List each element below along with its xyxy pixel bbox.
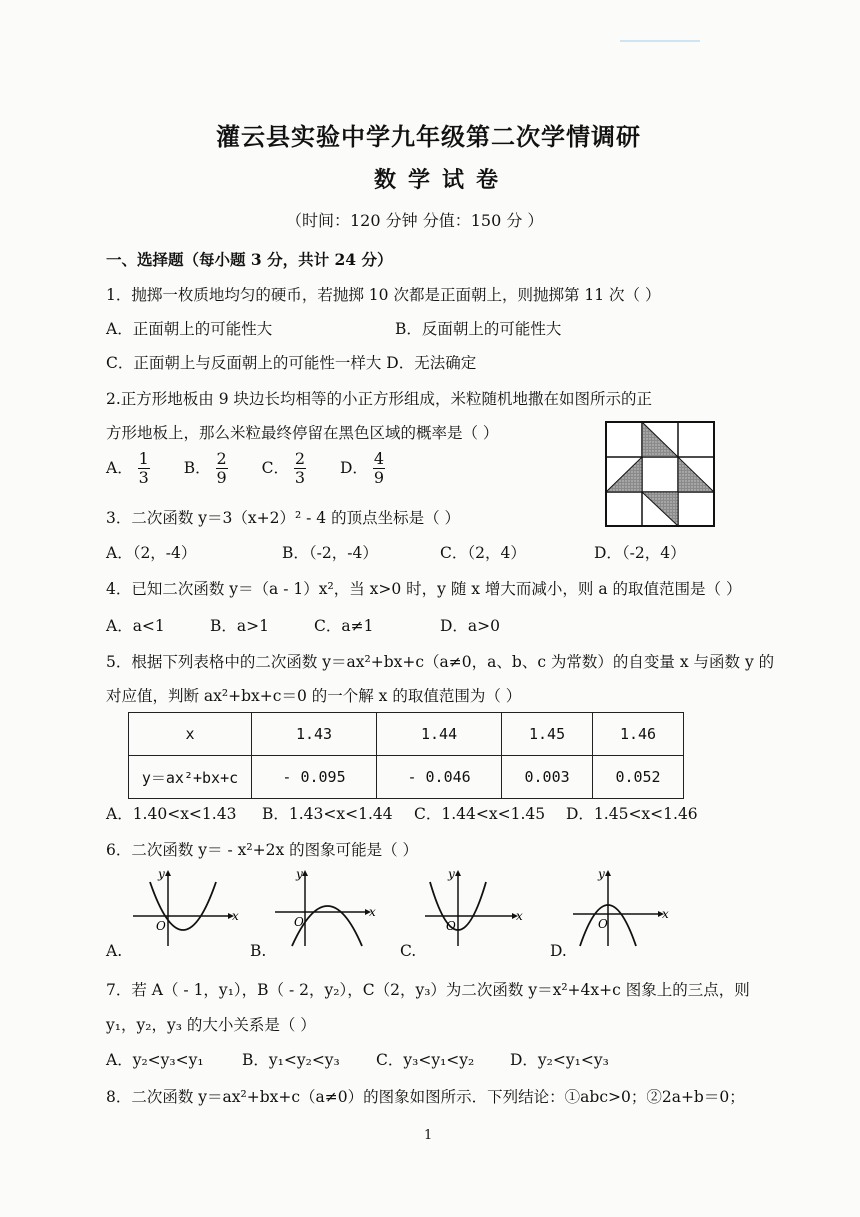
q2-d-fraction [373, 450, 385, 488]
q6-label-c: C. [400, 942, 417, 960]
q4-option-d: D．a>0 [440, 617, 501, 635]
q2-stem-line1: 2.正方形地板由 9 块边长均相等的小正方形组成，米粒随机地撒在如图所示的正 [106, 390, 653, 408]
q2-a-label: A． [106, 458, 133, 477]
q2-d-den: 9 [373, 468, 385, 488]
q2-b-fraction [216, 450, 228, 488]
table-cell: 1.46 [593, 713, 684, 756]
q6-graph-a [128, 868, 238, 948]
q3-stem: 3．二次函数 y＝3（x+2）² - 4 的顶点坐标是（ ） [106, 509, 461, 527]
q5-option-c: C．1.44<x<1.45 [414, 805, 546, 823]
origin-label: O [446, 919, 456, 933]
q4-stem: 4．已知二次函数 y＝（a - 1）x²，当 x>0 时，y 随 x 增大而减小，则 a 的取值范围是（ ） [106, 580, 742, 598]
q7-option-a: A．y₂<y₃<y₁ [106, 1051, 204, 1069]
origin-label: O [598, 917, 608, 931]
axis-y-label: y [296, 867, 303, 881]
scan-artifact [620, 40, 700, 42]
q2-c-num: 2 [294, 449, 306, 468]
origin-label: O [294, 915, 304, 929]
table-cell: - 0.046 [377, 756, 502, 799]
table-cell: 0.003 [502, 756, 593, 799]
q2-a-den: 3 [138, 468, 149, 488]
q6-label-a: A. [106, 942, 123, 960]
q2-b-label: B． [183, 458, 211, 477]
q1-stem: 1．抛掷一枚质地均匀的硬币，若抛掷 10 次都是正面朝上，则抛掷第 11 次（ ） [106, 286, 661, 304]
q2-a-fraction [138, 450, 150, 488]
q4-option-b: B．a>1 [210, 617, 269, 635]
q7-stem-line2: y₁，y₂，y₃ 的大小关系是（ ） [106, 1016, 316, 1034]
q3-option-d: D．（-2，4） [594, 544, 686, 562]
q2-options [106, 450, 385, 488]
q6-label-d: D. [550, 942, 567, 960]
q1-option-b: B．反面朝上的可能性大 [395, 320, 562, 338]
q6-graph-c [420, 868, 530, 948]
q6-graph-b [270, 868, 380, 948]
page-title: 灌云县实验中学九年级第二次学情调研 [216, 122, 641, 151]
table-cell: y＝ax²+bx+c [129, 756, 252, 799]
q6-label-b: B. [250, 942, 267, 960]
q3-option-c: C．（2，4） [440, 544, 526, 562]
q2-d-num: 4 [373, 449, 385, 468]
q7-stem-line1: 7．若 A（ - 1，y₁），B（ - 2，y₂），C（2，y₃）为二次函数 y＝x²+4x+c 图象上的三点，则 [106, 981, 750, 999]
q7-option-d: D．y₂<y₁<y₃ [510, 1051, 609, 1069]
table-cell: 1.43 [252, 713, 377, 756]
q5-value-table [128, 712, 684, 799]
q6-stem: 6．二次函数 y＝ - x²+2x 的图象可能是（ ） [106, 841, 419, 859]
q5-stem-line2: 对应值，判断 ax²+bx+c＝0 的一个解 x 的取值范围为（ ） [106, 687, 522, 705]
q1-option-cd: C．正面朝上与反面朝上的可能性一样大 D．无法确定 [106, 354, 477, 372]
q5-option-b: B．1.43<x<1.44 [262, 805, 393, 823]
table-cell: x [129, 713, 252, 756]
q2-grid-figure [604, 420, 716, 528]
table-row [129, 713, 684, 756]
q3-option-b: B．（-2，-4） [282, 544, 378, 562]
axis-x-label: x [516, 909, 523, 923]
axis-y-label: y [448, 867, 455, 881]
axis-y-label: y [158, 867, 165, 881]
q3-option-a: A．（2，-4） [106, 544, 197, 562]
q1-option-a: A．正面朝上的可能性大 [106, 320, 273, 338]
axis-x-label: x [232, 909, 239, 923]
page-number: 1 [424, 1128, 433, 1143]
axis-x-label: x [662, 907, 669, 921]
exam-info: （时间：120 分钟 分值：150 分 ） [286, 211, 544, 230]
q7-option-b: B．y₁<y₂<y₃ [242, 1051, 340, 1069]
q6-graph-d [568, 868, 678, 948]
table-cell: - 0.095 [252, 756, 377, 799]
q2-c-fraction [294, 450, 306, 488]
axis-y-label: y [598, 867, 605, 881]
q2-a-num: 1 [138, 449, 149, 468]
axis-x-label: x [369, 905, 376, 919]
section-heading: 一、选择题（每小题 3 分，共计 24 分） [106, 250, 393, 269]
q2-c-label: C． [261, 458, 289, 477]
table-row [129, 756, 684, 799]
q2-c-den: 3 [294, 468, 306, 488]
table-cell: 1.44 [377, 713, 502, 756]
q5-option-d: D．1.45<x<1.46 [566, 805, 698, 823]
q4-option-c: C．a≠1 [314, 617, 374, 635]
q4-option-a: A．a<1 [106, 617, 165, 635]
table-cell: 1.45 [502, 713, 593, 756]
q8-stem: 8．二次函数 y＝ax²+bx+c（a≠0）的图象如图所示．下列结论：①abc>0；②2a+b＝0； [106, 1088, 745, 1106]
q2-b-num: 2 [216, 449, 227, 468]
table-cell: 0.052 [593, 756, 684, 799]
q7-option-c: C．y₃<y₁<y₂ [376, 1051, 475, 1069]
q2-stem-line2: 方形地板上，那么米粒最终停留在黑色区域的概率是（ ） [106, 424, 499, 442]
page-subtitle: 数学试卷 [374, 167, 511, 193]
q2-d-label: D． [339, 458, 368, 477]
q2-b-den: 9 [216, 468, 227, 488]
origin-label: O [156, 919, 166, 933]
q5-option-a: A．1.40<x<1.43 [106, 805, 237, 823]
q5-stem-line1: 5．根据下列表格中的二次函数 y＝ax²+bx+c（a≠0，a、b、c 为常数）的自变量 x 与函数 y 的 [106, 653, 775, 671]
